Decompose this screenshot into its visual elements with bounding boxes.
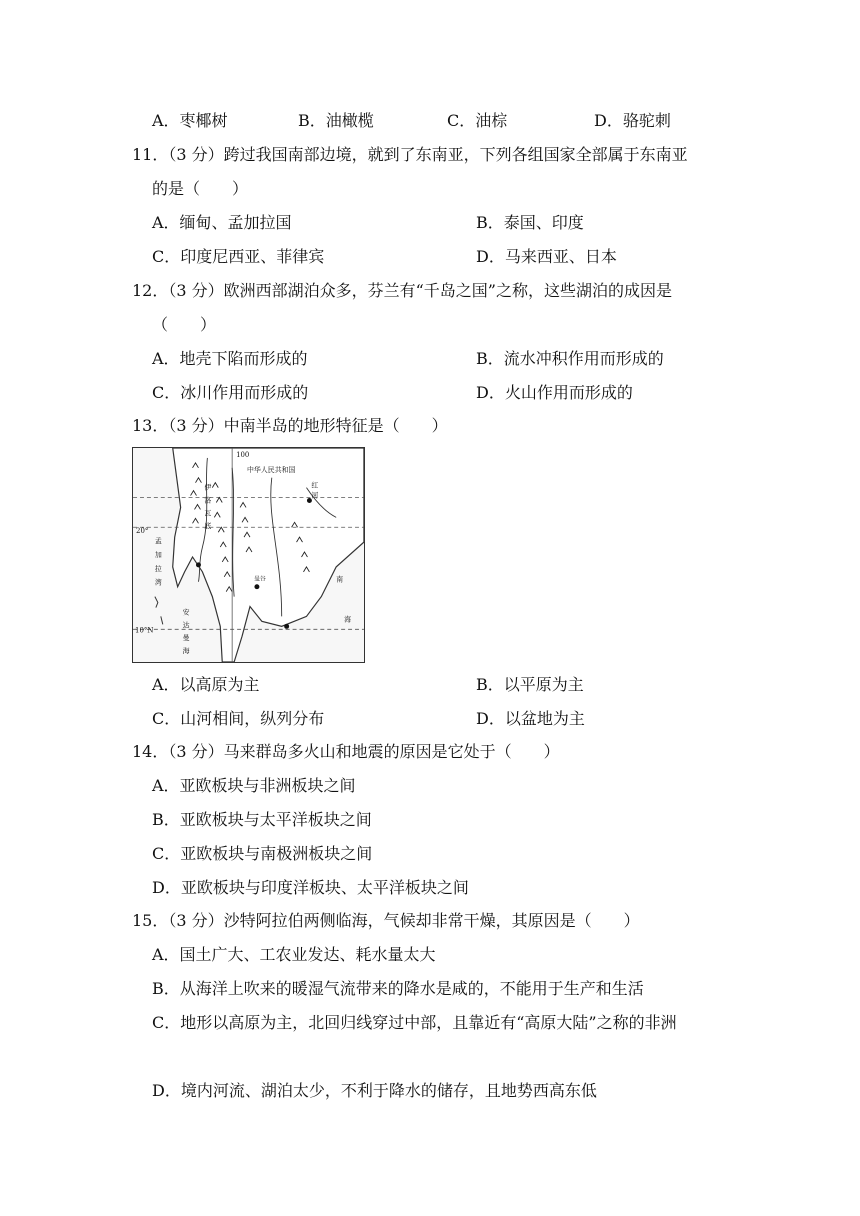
q15-option-b[interactable]: B．从海洋上吹来的暖湿气流带来的降水是咸的，不能用于生产和生活 bbox=[152, 979, 644, 998]
svg-text:底: 底 bbox=[204, 522, 212, 531]
map-country-label: 中华人民共和国 bbox=[247, 465, 296, 474]
q14-option-d[interactable]: D．亚欧板块与印度洋板块、太平洋板块之间 bbox=[152, 878, 469, 897]
svg-text:南: 南 bbox=[336, 575, 344, 584]
q13-option-c[interactable]: C．山河相间，纵列分布 bbox=[152, 709, 325, 728]
indochina-map bbox=[132, 447, 365, 663]
svg-text:拉: 拉 bbox=[154, 564, 162, 573]
q13-option-a[interactable]: A．以高原为主 bbox=[152, 675, 260, 694]
q10-option-c[interactable]: C．油棕 bbox=[447, 111, 508, 130]
q15-stem: 15．（3 分）沙特阿拉伯两侧临海，气候却非常干燥，其原因是（ ） bbox=[132, 911, 640, 930]
map-lon-label: 100 bbox=[236, 450, 250, 459]
q11-option-b[interactable]: B．泰国、印度 bbox=[476, 213, 584, 232]
svg-text:伊: 伊 bbox=[204, 483, 212, 492]
q13-option-d[interactable]: D．以盆地为主 bbox=[476, 709, 585, 728]
svg-text:河: 河 bbox=[311, 491, 319, 500]
svg-text:瓦: 瓦 bbox=[204, 509, 212, 518]
svg-text:达: 达 bbox=[182, 621, 190, 630]
svg-text:海: 海 bbox=[182, 647, 190, 656]
q12-option-a[interactable]: A．地壳下陷而形成的 bbox=[152, 349, 308, 368]
svg-text:安: 安 bbox=[182, 608, 190, 617]
q11-stem: 11．（3 分）跨过我国南部边境，就到了东南亚，下列各组国家全部属于东南亚 bbox=[132, 145, 688, 164]
svg-text:孟: 孟 bbox=[154, 537, 162, 546]
q15-option-d[interactable]: D．境内河流、湖泊太少，不利于降水的储存，且地势西高东低 bbox=[152, 1081, 597, 1100]
q12-stem-cont: （ ） bbox=[152, 315, 217, 334]
svg-text:加: 加 bbox=[154, 550, 162, 559]
q13-stem: 13．（3 分）中南半岛的地形特征是（ ） bbox=[132, 416, 448, 435]
q10-option-d[interactable]: D．骆驼刺 bbox=[594, 111, 671, 130]
q14-option-a[interactable]: A．亚欧板块与非洲板块之间 bbox=[152, 776, 356, 795]
q14-option-c[interactable]: C．亚欧板块与南极洲板块之间 bbox=[152, 844, 373, 863]
q14-stem: 14．（3 分）马来群岛多火山和地震的原因是它处于（ ） bbox=[132, 742, 560, 761]
q10-option-b[interactable]: B．油橄榄 bbox=[298, 111, 374, 130]
q12-option-b[interactable]: B．流水冲积作用而形成的 bbox=[476, 349, 664, 368]
q12-option-d[interactable]: D．火山作用而形成的 bbox=[476, 383, 633, 402]
svg-text:湾: 湾 bbox=[154, 578, 162, 587]
svg-text:洛: 洛 bbox=[204, 496, 212, 505]
svg-text:曼: 曼 bbox=[182, 634, 190, 643]
q11-option-a[interactable]: A．缅甸、孟加拉国 bbox=[152, 213, 292, 232]
q10-option-a[interactable]: A．枣椰树 bbox=[152, 111, 228, 130]
q15-option-c[interactable]: C．地形以高原为主，北回归线穿过中部，且靠近有“高原大陆”之称的非洲 bbox=[152, 1013, 677, 1032]
svg-text:海: 海 bbox=[344, 615, 352, 624]
q13-option-b[interactable]: B．以平原为主 bbox=[476, 675, 584, 694]
q11-stem-cont: 的是（ ） bbox=[152, 179, 249, 198]
svg-text:红: 红 bbox=[311, 481, 319, 490]
q12-option-c[interactable]: C．冰川作用而形成的 bbox=[152, 383, 309, 402]
q11-option-d[interactable]: D．马来西亚、日本 bbox=[476, 247, 617, 266]
q14-option-b[interactable]: B．亚欧板块与太平洋板块之间 bbox=[152, 810, 372, 829]
q11-option-c[interactable]: C．印度尼西亚、菲律宾 bbox=[152, 247, 325, 266]
q15-option-a[interactable]: A．国土广大、工农业发达、耗水量太大 bbox=[152, 945, 436, 964]
q12-stem: 12．（3 分）欧洲西部湖泊众多，芬兰有“千岛之国”之称，这些湖泊的成因是 bbox=[132, 281, 672, 300]
map-lat20-label: 20° bbox=[136, 527, 149, 536]
map-lat10-label: 10°N bbox=[135, 626, 154, 635]
svg-text:曼谷: 曼谷 bbox=[253, 575, 266, 583]
